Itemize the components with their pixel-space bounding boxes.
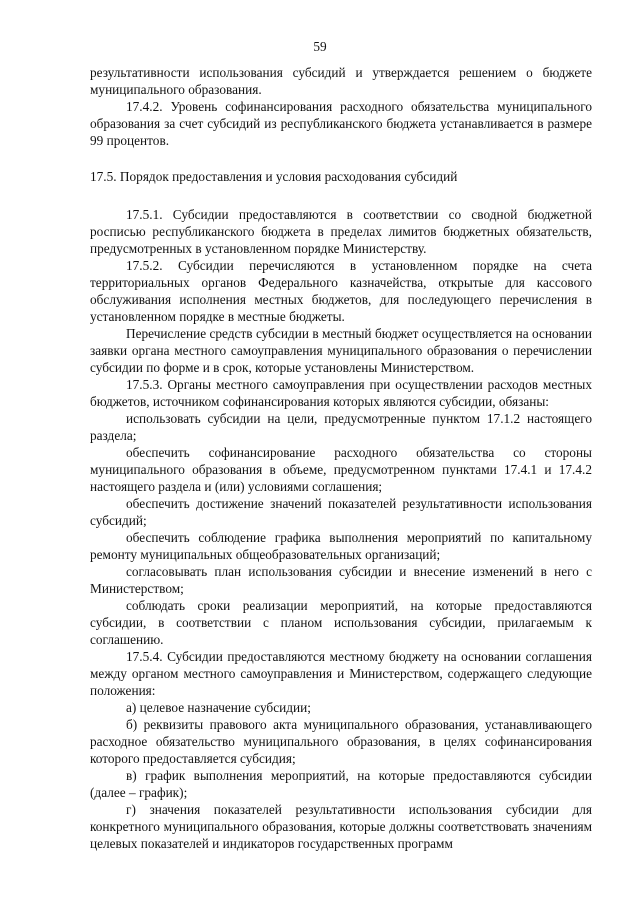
list-item: использовать субсидии на цели, предусмотренные пунктом 17.1.2 настоящего раздела;: [90, 411, 592, 443]
paragraph: 17.5.4. Субсидии предоставляются местному бюджету на основании соглашения между органом местного самоуправления и Министерством, содержащего следующие положения:: [90, 649, 592, 698]
list-item: обеспечить соблюдение графика выполнения мероприятий по капитальному ремонту муниципальных общеобразовательных организаций;: [90, 530, 592, 562]
section-heading: 17.5. Порядок предоставления и условия расходования субсидий: [90, 169, 458, 184]
document-body: [90, 64, 592, 852]
list-item: б) реквизиты правового акта муниципального образования, устанавливающего расходное обязательство муниципального образования, в целях софинансирования которого предоставляется субсидия;: [90, 717, 592, 766]
paragraph: 17.4.2. Уровень софинансирования расходного обязательства муниципального образования за счет субсидий из республиканского бюджета устанавливается в размере 99 процентов.: [90, 99, 592, 148]
paragraph: Перечисление средств субсидии в местный бюджет осуществляется на основании заявки органа местного самоуправления муниципального образования о перечислении субсидии по форме и в срок, которые установлены Министерством.: [90, 326, 592, 375]
list-item: а) целевое назначение субсидии;: [126, 700, 311, 715]
list-item: г) значения показателей результативности использования субсидии для конкретного муниципального образования, которые должны соответствовать значениям целевых показателей и индикаторов государственных программ: [90, 802, 592, 851]
page-number: 59: [313, 39, 327, 54]
paragraph: 17.5.3. Органы местного самоуправления при осуществлении расходов местных бюджетов, источником софинансирования которых являются субсидии, обязаны:: [90, 377, 592, 409]
list-item: соблюдать сроки реализации мероприятий, на которые предоставляются субсидии, в соответствии с планом использования субсидии, прилагаемым к соглашению.: [90, 598, 592, 647]
paragraph: результативности использования субсидий и утверждается решением о бюджете муниципального образования.: [90, 65, 592, 97]
list-item: согласовывать план использования субсидии и внесение изменений в него с Министерством;: [90, 564, 592, 596]
list-item: обеспечить софинансирование расходного обязательства со стороны муниципального образования в объеме, предусмотренном пунктами 17.4.1 и 17.4.2 настоящего раздела и (или) условиями соглашения;: [90, 445, 592, 494]
paragraph: 17.5.2. Субсидии перечисляются в установленном порядке на счета территориальных органов Федерального казначейства, открытые для кассового обслуживания исполнения местных бюджетов, для последующего перечисления в установленном порядке в местные бюджеты.: [90, 258, 592, 324]
list-item: обеспечить достижение значений показателей результативности использования субсидий;: [90, 496, 592, 528]
list-item: в) график выполнения мероприятий, на которые предоставляются субсидии (далее – график);: [90, 768, 592, 800]
paragraph: 17.5.1. Субсидии предоставляются в соответствии со сводной бюджетной росписью республиканского бюджета в пределах лимитов бюджетных обязательств, предусмотренных в установленном порядке Министерству.: [90, 207, 592, 256]
